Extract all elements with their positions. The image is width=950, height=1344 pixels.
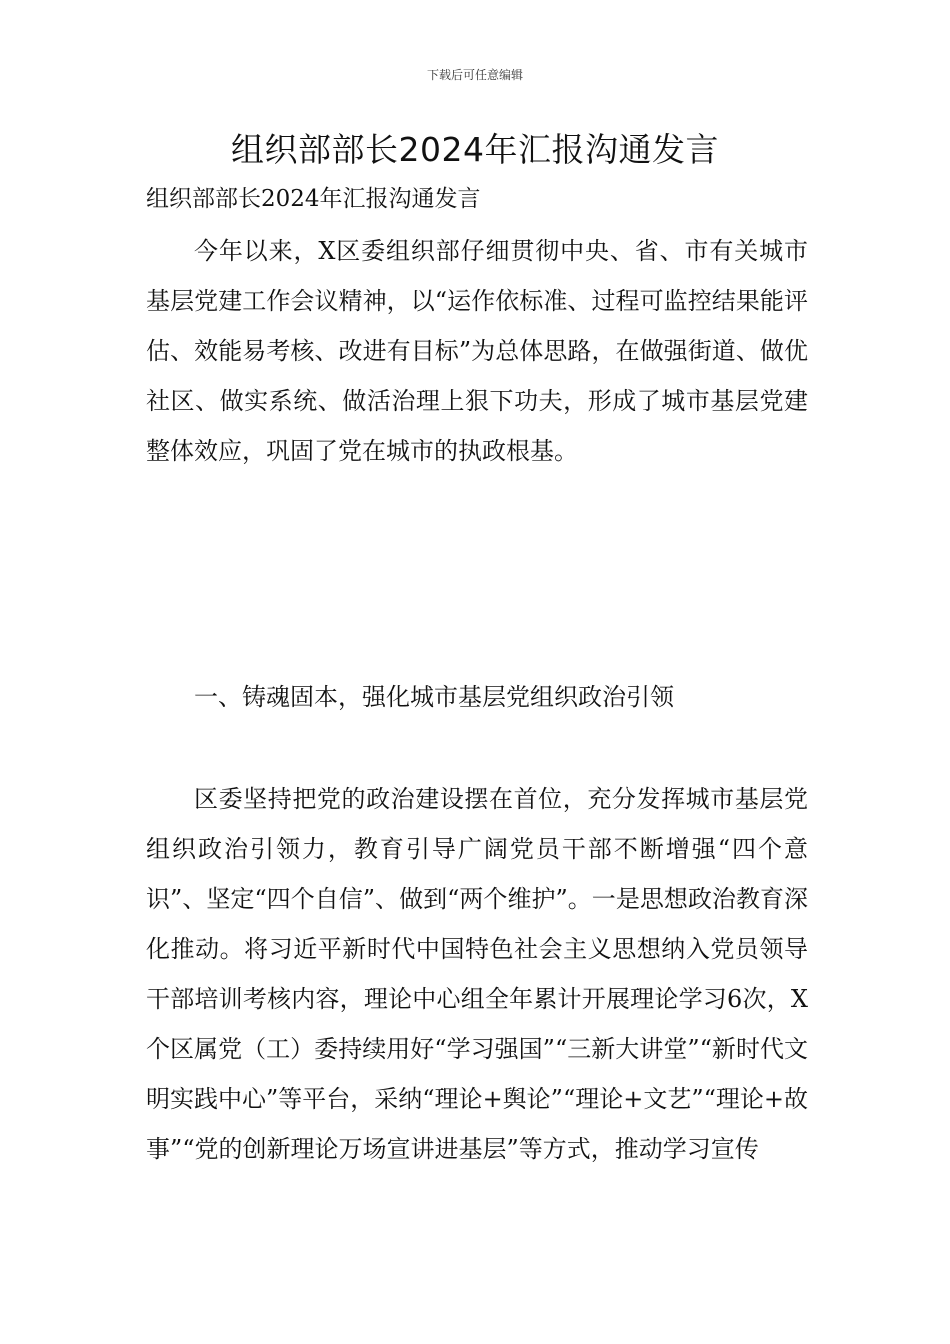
section-1-body: 区委坚持把党的政治建设摆在首位，充分发挥城市基层党组织政治引领力，教育引导广阔党员干部不断增强“四个意识”、坚定“四个自信”、做到“两个维护”。一是思想政治教育深化推动。将习近平新时代中国特色社会主义思想纳入党员领导干部培训考核内容，理论中心组全年累计开展理论学习6次，X个区属党（工）委持续用好“学习强国”“三新大讲堂”“新时代文明实践中心”等平台，采纳“理论+舆论”“理论+文艺”“理论+故事”“党的创新理论万场宣讲进基层”等方式，推动学习宣传 bbox=[146, 785, 808, 1163]
section-heading-1: 一、铸魂固本，强化城市基层党组织政治引领 bbox=[194, 683, 674, 711]
document-title: 组织部部长2024年汇报沟通发言 bbox=[231, 130, 719, 169]
header-note: 下载后可任意编辑 bbox=[426, 68, 523, 82]
intro-paragraph: 今年以来，X区委组织部仔细贯彻中央、省、市有关城市基层党建工作会议精神，以“运作依标准、过程可监控结果能评估、效能易考核、改进有目标”为总体思路，在做强街道、做优社区、做实系统、做活治理上狠下功夫，形成了城市基层党建整体效应，巩固了党在城市的执政根基。 bbox=[146, 237, 808, 465]
document-subtitle: 组织部部长2024年汇报沟通发言 bbox=[146, 186, 481, 212]
